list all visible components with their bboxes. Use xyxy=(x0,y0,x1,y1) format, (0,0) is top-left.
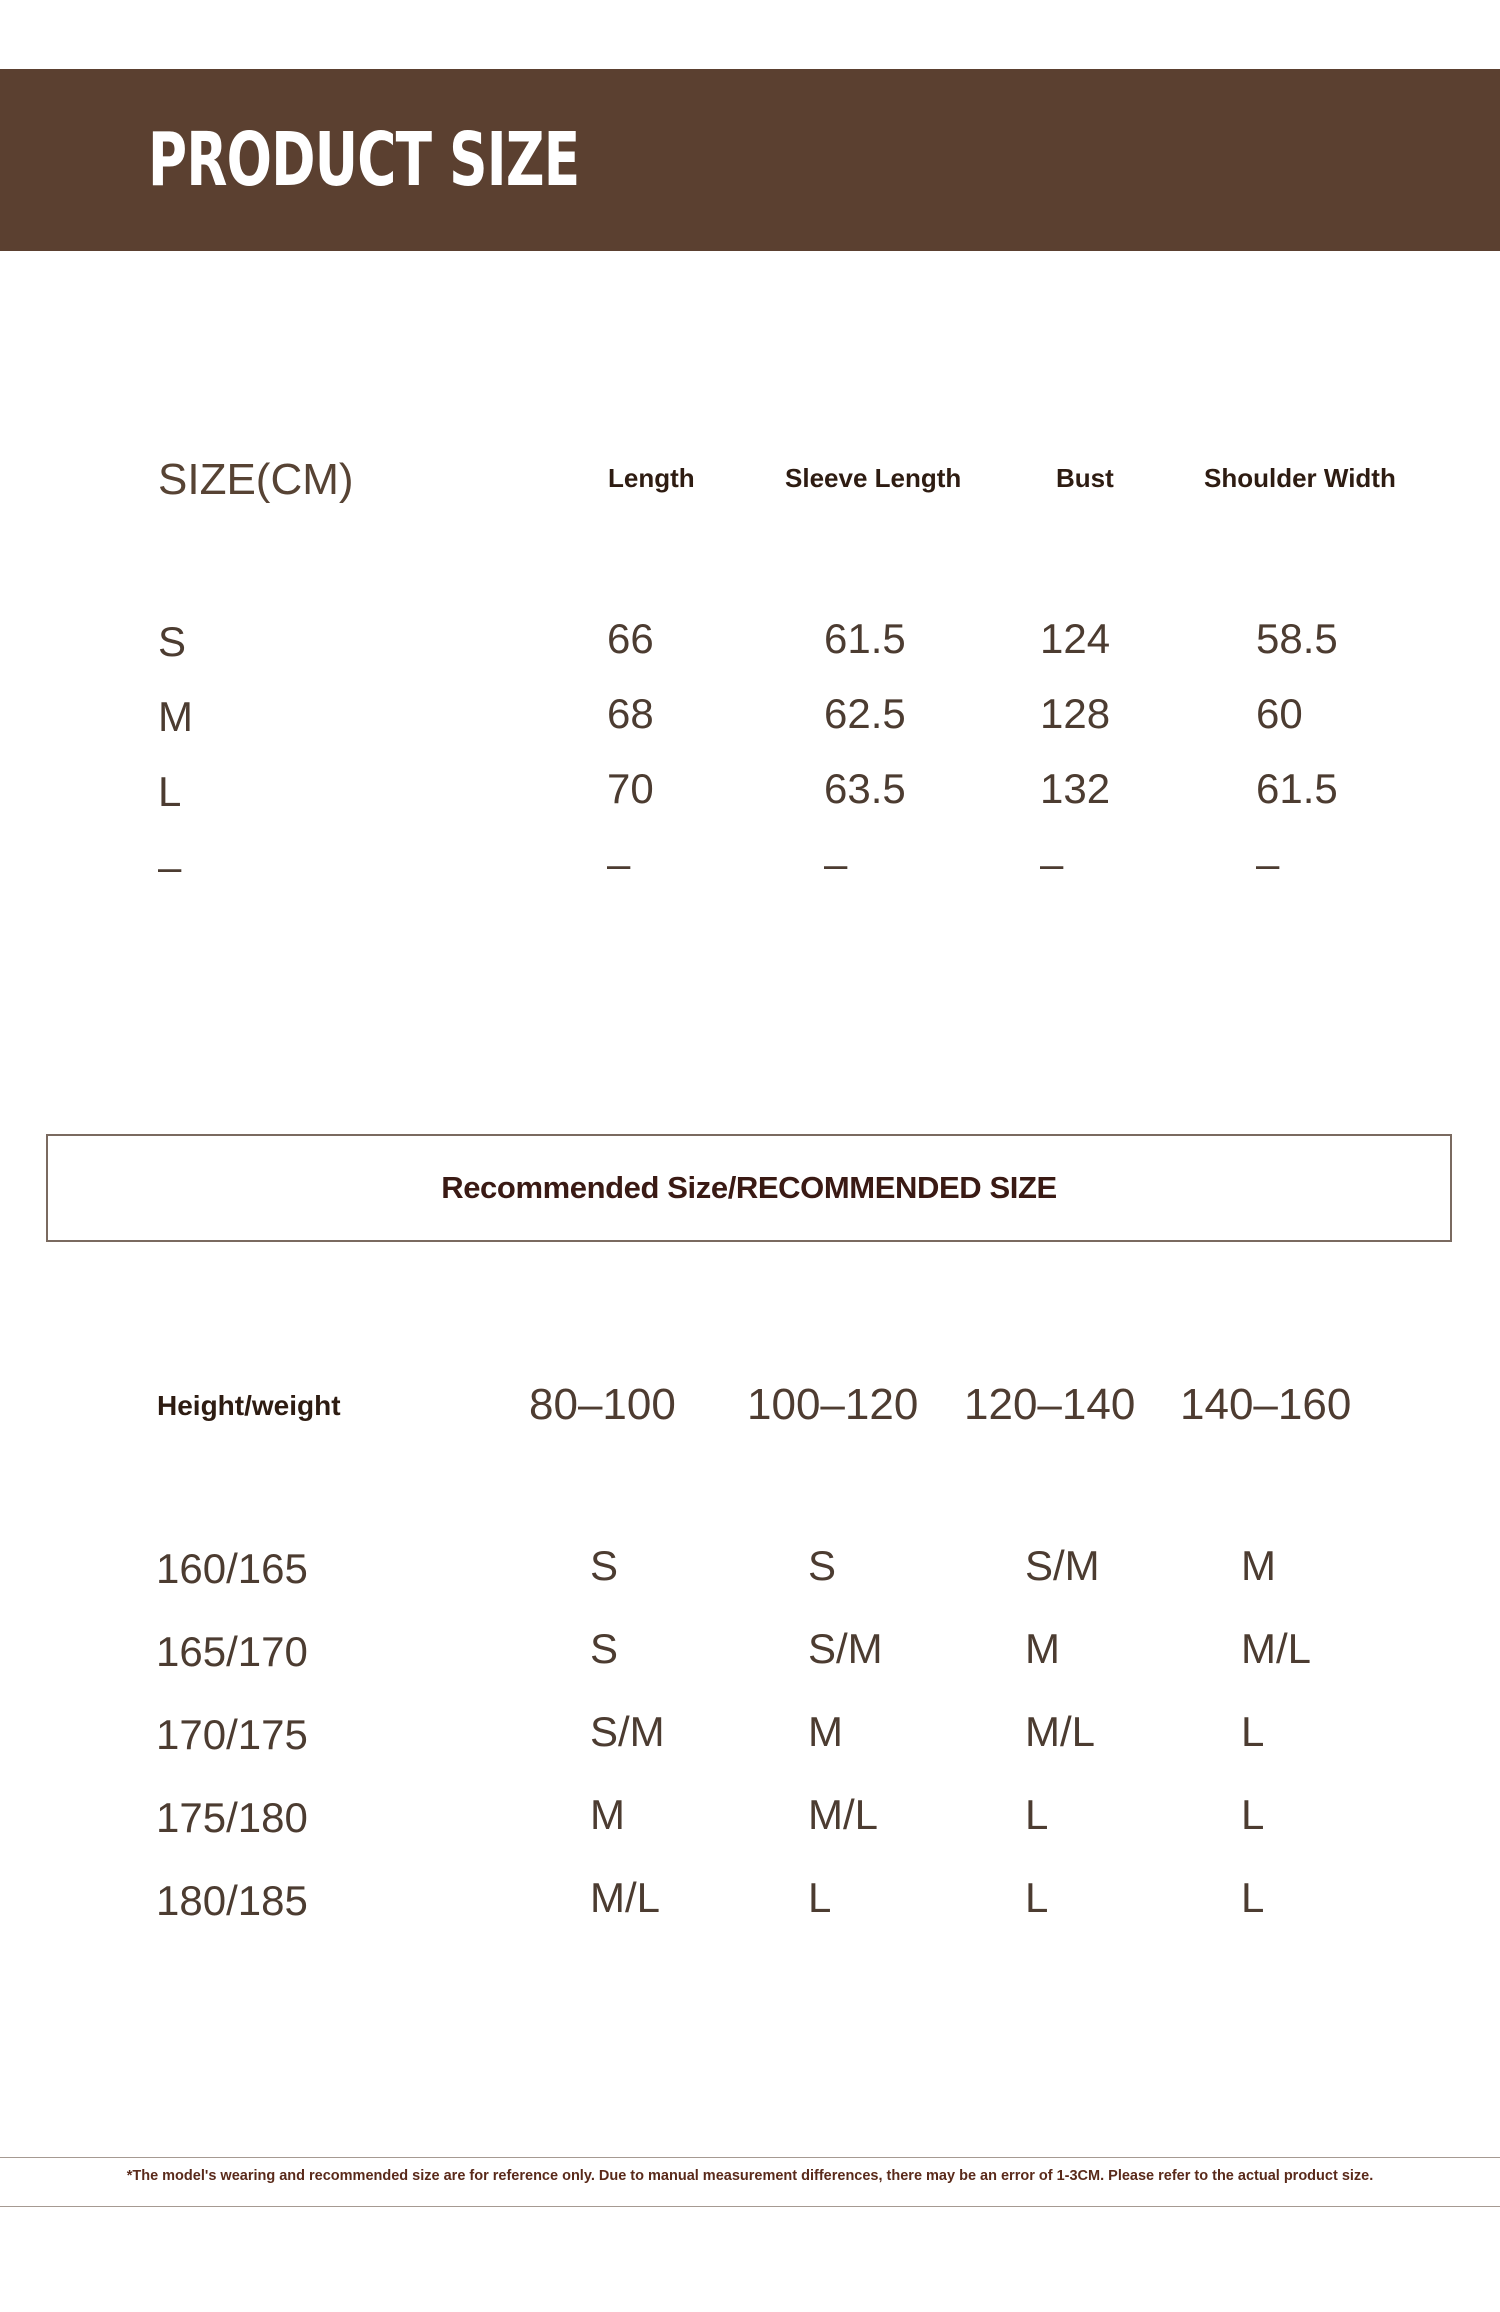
recommended-size-cell: M/L xyxy=(808,1791,879,1838)
size-cell: – xyxy=(824,840,848,887)
recommended-size-cell: L xyxy=(1025,1874,1049,1921)
height-weight-row-label: 160/165 xyxy=(156,1545,308,1592)
footnote-bottom-divider xyxy=(0,2206,1500,2207)
size-cell: 60 xyxy=(1256,690,1303,737)
recommended-size-cell: M xyxy=(1025,1625,1060,1672)
footnote-top-divider xyxy=(0,2157,1500,2158)
size-table-heading: SIZE(CM) xyxy=(158,455,354,504)
column-header-shoulder-width: Shoulder Width xyxy=(1204,463,1396,493)
column-header-length: Length xyxy=(608,463,695,493)
recommended-size-cell: L xyxy=(808,1874,832,1921)
height-weight-row-label: 165/170 xyxy=(156,1628,308,1675)
weight-range-header: 100–120 xyxy=(747,1380,919,1429)
size-cell: – xyxy=(607,840,631,887)
recommended-size-cell: L xyxy=(1025,1791,1049,1838)
size-row-label: – xyxy=(158,843,182,890)
recommended-size-cell: S/M xyxy=(808,1625,883,1672)
recommended-size-cell: S/M xyxy=(1025,1542,1100,1589)
recommended-size-cell: L xyxy=(1241,1791,1265,1838)
weight-range-header: 80–100 xyxy=(529,1380,676,1429)
footnote: *The model's wearing and recommended size are for reference only. Due to manual measurement differences, there may be an error of 1-3CM. Please refer to the actual product size. xyxy=(126,2168,1374,2184)
size-cell: – xyxy=(1256,840,1280,887)
recommended-size-cell: L xyxy=(1241,1708,1265,1755)
size-cell: – xyxy=(1040,840,1064,887)
size-row-label: M xyxy=(158,693,193,740)
recommended-size-cell: S xyxy=(590,1542,619,1589)
recommended-size-cell: M/L xyxy=(1025,1708,1096,1755)
height-weight-label: Height/weight xyxy=(157,1390,341,1421)
weight-range-header: 120–140 xyxy=(964,1380,1136,1429)
recommended-size-cell: S xyxy=(808,1542,837,1589)
recommended-size-cell: S xyxy=(590,1625,619,1672)
recommended-size-cell: L xyxy=(1241,1874,1265,1921)
size-cell: 124 xyxy=(1040,615,1111,662)
recommended-size-cell: M/L xyxy=(590,1874,661,1921)
size-row-label: L xyxy=(158,768,182,815)
size-cell: 66 xyxy=(607,615,654,662)
column-header-sleeve-length: Sleeve Length xyxy=(785,463,962,493)
size-cell: 61.5 xyxy=(1256,765,1338,812)
recommended-size-cell: M xyxy=(808,1708,843,1755)
column-header-bust: Bust xyxy=(1056,463,1114,493)
size-cell: 63.5 xyxy=(824,765,906,812)
weight-range-header: 140–160 xyxy=(1180,1380,1352,1429)
recommended-size-cell: M xyxy=(590,1791,625,1838)
size-cell: 132 xyxy=(1040,765,1111,812)
size-cell: 61.5 xyxy=(824,615,906,662)
size-cell: 70 xyxy=(607,765,654,812)
height-weight-row-label: 175/180 xyxy=(156,1794,308,1841)
recommended-size-title: Recommended Size/RECOMMENDED SIZE xyxy=(441,1170,1057,1205)
recommended-size-cell: M xyxy=(1241,1542,1276,1589)
size-cell: 68 xyxy=(607,690,654,737)
size-row-label: S xyxy=(158,618,187,665)
recommended-size-banner xyxy=(46,1134,1452,1242)
height-weight-row-label: 170/175 xyxy=(156,1711,308,1758)
size-cell: 62.5 xyxy=(824,690,906,737)
height-weight-row-label: 180/185 xyxy=(156,1877,308,1924)
size-cell: 58.5 xyxy=(1256,615,1338,662)
recommended-size-cell: M/L xyxy=(1241,1625,1312,1672)
size-cell: 128 xyxy=(1040,690,1111,737)
recommended-size-cell: S/M xyxy=(590,1708,665,1755)
page-title: PRODUCT SIZE xyxy=(148,117,580,203)
